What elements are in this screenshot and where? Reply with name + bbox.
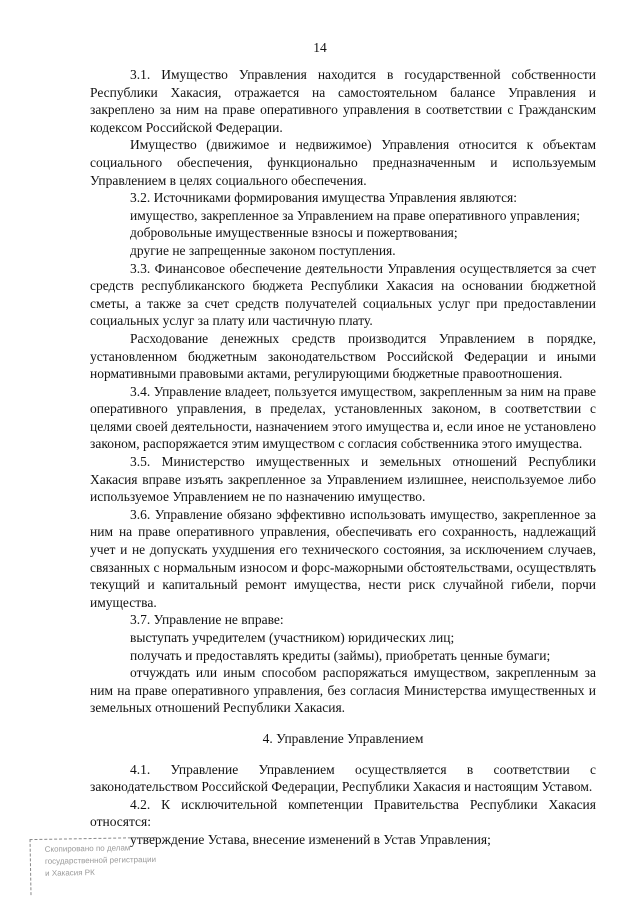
list-item-alienation: отчуждать или иным способом распоряжаться имуществом, закрепленным за ним на праве оперативного управления, без согласия Министерства имущественных и земельных отношений Республики Хакасия. [90, 665, 596, 716]
list-item-credits: получать и предоставлять кредиты (займы), приобретать ценные бумаги; [130, 647, 551, 663]
stamp-line: государственной регистрации [44, 854, 157, 866]
paragraph-4-2: 4.2. К исключительной компетенции Правительства Республики Хакасия относятся: [90, 796, 596, 830]
document-body [90, 66, 596, 849]
paragraph-3-5: 3.5. Министерство имущественных и земельных отношений Республики Хакасия вправе изъять закрепленное за Управлением излишнее, неиспользуемое либо используемое Управлением не по назначению имущество. [90, 454, 596, 505]
list-item-founder: выступать учредителем (участником) юридических лиц; [130, 630, 455, 645]
paragraph-3-3: 3.3. Финансовое обеспечение деятельности Управления осуществляется за счет средств республиканского бюджета Республики Хакасия на основании бюджетной сметы, а также за счет средств получателей социальных услуг при предоставлении социальных услуг за плату или частичную плату. [90, 260, 596, 329]
page-number: 14 [313, 40, 327, 55]
list-item-other-income: другие не запрещенные законом поступления. [130, 242, 396, 258]
paragraph-property-purpose: Имущество (движимое и недвижимое) Управления относится к объектам социального обеспечения, функционально предназначенным и используемым Управлением в целях социального обеспечения. [90, 137, 596, 188]
list-item-donations: добровольные имущественные взносы и пожертвования; [130, 225, 458, 241]
list-item-charter: утверждение Устава, внесение изменений в Устав Управления; [130, 831, 491, 847]
paragraph-3-6: 3.6. Управление обязано эффективно использовать имущество, закрепленное за ним на праве оперативного управления, обеспечивать его сохранность, надлежащий учет и не допускать ухудшения его технического состояния, за исключением случаев, связанных с нормальным износом и форс-мажорными обстоятельствами, осуществлять текущий и капитальный ремонт имущества, нести риск случайной гибели, порчи имущества. [90, 506, 596, 610]
section-heading: 4. Управление Управлением [262, 730, 424, 746]
paragraph-3-4: 3.4. Управление владеет, пользуется имуществом, закрепленным за ним на праве оперативного управления, в пределах, установленных законом, в соответствии с целями своей деятельности, назначением этого имущества и, если иное не установлено законом, распоряжается этим имуществом с согласия собственника этого имущества. [90, 383, 596, 452]
paragraph-4-1: 4.1. Управление Управлением осуществляется в соответствии с законодательством Российской Федерации, Республики Хакасия и настоящим Уставом. [90, 761, 596, 795]
paragraph-3-2: 3.2. Источниками формирования имущества Управления являются: [130, 190, 518, 206]
stamp-line: и Хакасия РК [45, 867, 95, 878]
paragraph-spending: Расходование денежных средств производится Управлением в порядке, установленном бюджетным законодательством Российской Федерации и иными нормативными правовыми актами, регулирующими бюджетные правоотношения. [90, 330, 596, 382]
registration-stamp [30, 837, 157, 895]
paragraph-3-7: 3.7. Управление не вправе: [130, 612, 284, 628]
stamp-line: Скопировано по делам [44, 843, 131, 854]
list-item-property: имущество, закрепленное за Управлением на праве оперативного управления; [130, 207, 580, 223]
paragraph-3-1: 3.1. Имущество Управления находится в государственной собственности Республики Хакасия, отражается на самостоятельном балансе Управления и закреплено за ним на праве оперативного управления в соответствии с Гражданским кодексом Российской Федерации. [90, 67, 596, 135]
